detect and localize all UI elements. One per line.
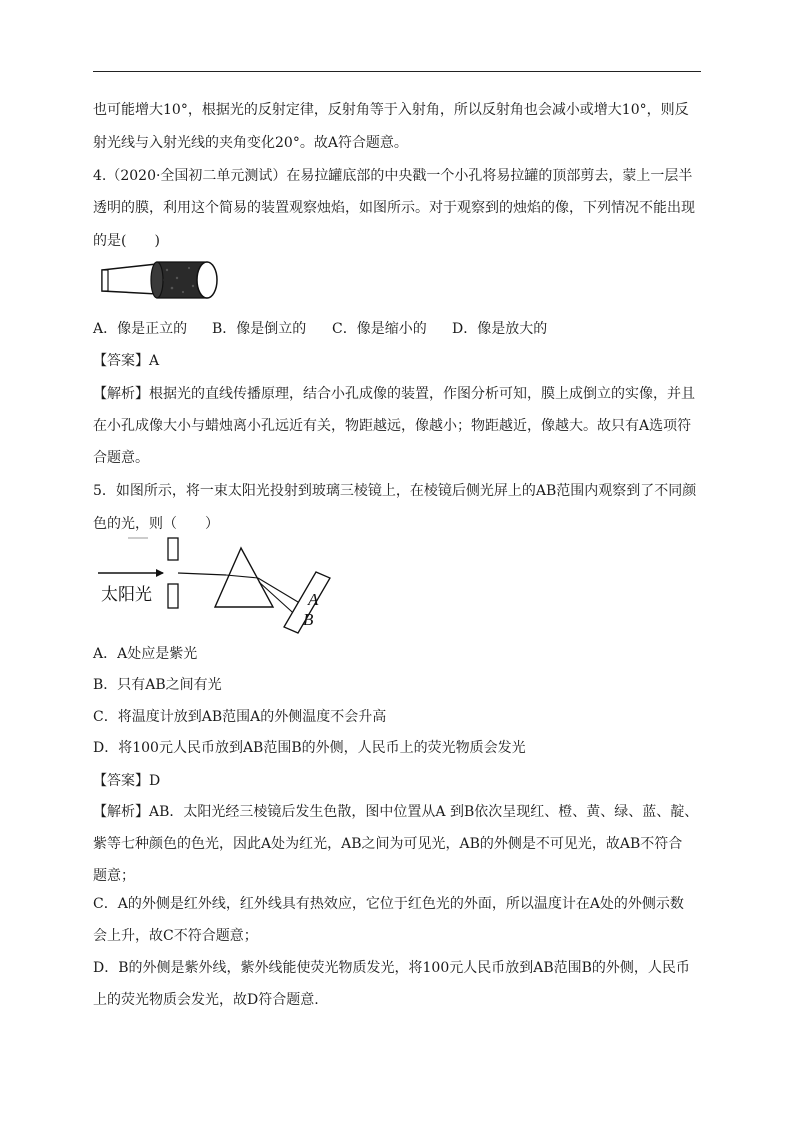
q5-option-b: B．只有AB之间有光 [93,677,222,693]
q4-explanation: 在小孔成像大小与蜡烛离小孔远近有关，物距越远，像越小；物距越近，像越大。故只有A选项符 [93,418,692,434]
prism-dispersion-figure [98,530,338,638]
question-4-stem: 4.（2020·全国初二单元测试）在易拉罐底部的中央戳一个小孔将易拉罐的顶部剪去，蒙上一层半 [93,168,693,184]
q5-answer: 【答案】D [93,773,161,789]
q4-option-d: D．像是放大的 [452,321,548,337]
q4-option-b: B．像是倒立的 [212,321,307,337]
q5-explanation: 紫等七种颜色的色光，因此A处为红光，AB之间为可见光，AB的外侧是不可见光，故AB不符合 [93,836,683,852]
q5-explanation: 会上升，故C不符合题意； [93,928,258,944]
q4-answer: 【答案】A [93,353,160,369]
question-5-stem: 色的光，则（ ） [93,516,219,532]
q5-option-a: A．A处应是紫光 [93,646,198,662]
q5-explanation: C．A的外侧是红外线，红外线具有热效应，它位于红色光的外面，所以温度计在A处的外侧示数 [93,896,684,912]
q5-explanation: D．B的外侧是紫外线，紫外线能使荧光物质发光，将100元人民币放到AB范围B的外侧，人民币 [93,960,690,976]
label-a: A [308,590,319,609]
text-line: 射光线与入射光线的夹角变化20°。故A符合题意。 [93,135,408,151]
sunlight-label: 太阳光 [101,585,152,605]
header-rule [93,71,701,72]
q5-explanation: 上的荧光物质会发光，故D符合题意. [93,992,319,1008]
q4-option-c: C．像是缩小的 [332,321,427,337]
q5-option-d: D．将100元人民币放到AB范围B的外侧，人民币上的荧光物质会发光 [93,740,526,756]
text-line: 也可能增大10°，根据光的反射定律，反射角等于入射角，所以反射角也会减小或增大10°，则反 [93,102,689,118]
q4-explanation: 【解析】根据光的直线传播原理，结合小孔成像的装置，作图分析可知，膜上成倒立的实像，并且 [93,386,695,402]
q4-explanation: 合题意。 [93,450,149,466]
pinhole-camera-figure [97,258,225,302]
q4-option-a: A．像是正立的 [93,321,188,337]
question-5-stem: 5．如图所示，将一束太阳光投射到玻璃三棱镜上，在棱镜后侧光屏上的AB范围内观察到了不同颜 [93,483,697,499]
q5-explanation: 【解析】AB．太阳光经三棱镜后发生色散，图中位置从A 到B依次呈现红、橙、黄、绿、蓝、靛、 [93,804,699,820]
label-b: B [303,610,314,629]
q5-option-c: C．将温度计放到AB范围A的外侧温度不会升高 [93,709,387,725]
q5-explanation: 题意； [93,868,135,884]
question-4-stem: 的是( ) [93,233,160,249]
question-4-stem: 透明的膜，利用这个简易的装置观察烛焰，如图所示。对于观察到的烛焰的像，下列情况不能出现 [93,200,695,216]
